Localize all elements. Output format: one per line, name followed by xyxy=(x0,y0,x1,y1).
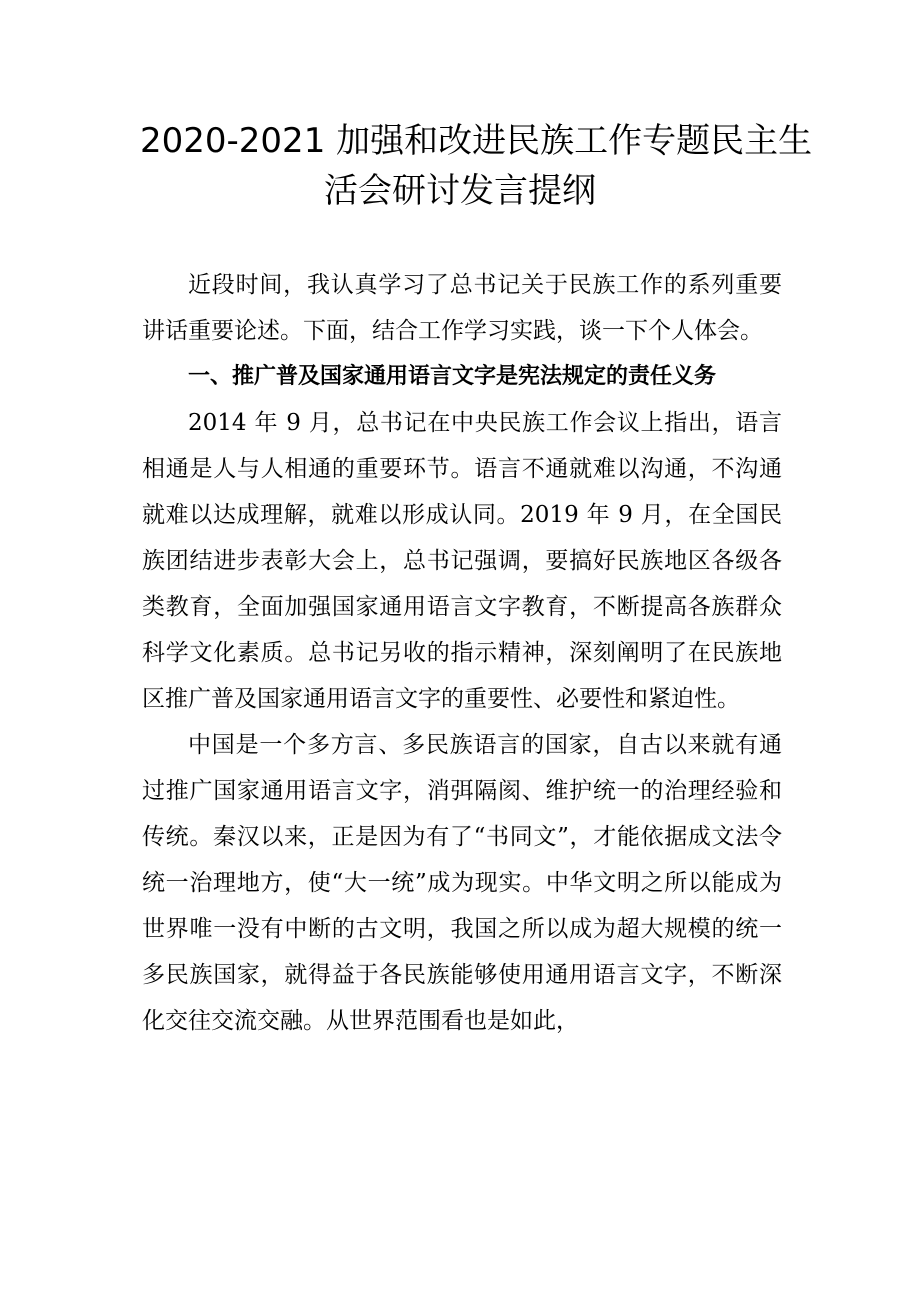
paragraph-2-text-b: 的指示精神，深刻阐明了在民族地区推广普及国家通用语言文字的重要性、必要性和紧迫性。 xyxy=(142,640,783,712)
document-title xyxy=(140,116,813,216)
title-line-2: 活会研讨发言提纲 xyxy=(324,171,596,211)
paragraph-2-highlight: 另收 xyxy=(379,640,427,666)
paragraph-2-text-a: 2014 年 9 月，总书记在中央民族工作会议上指出，语言相通是人与人相通的重要环节。语言不通就难以沟通，不沟通就难以达成理解，就难以形成认同。2019 年 9 月，在全国民族团结进步表彰大会上，总书记强调，要搞好民族地区各级各类教育，全面加强国家通用语言文字教育，不断提高各族群众科学文化素质。总书记 xyxy=(142,410,782,666)
title-line-1: 2020-2021 加强和改进民族工作专题民主生 xyxy=(140,121,813,161)
paragraph-2 xyxy=(142,400,782,722)
paragraph-3: 中国是一个多方言、多民族语言的国家，自古以来就有通过推广国家通用语言文字，消弭隔阂、维护统一的治理经验和传统。秦汉以来，正是因为有了“书同文”，才能依据成文法令统一治理地方，使“大一统”成为现实。中华文明之所以能成为世界唯一没有中断的古文明，我国之所以成为超大规模的统一多民族国家，就得益于各民族能够使用通用语言文字，不断深化交往交流交融。从世界范围看也是如此， xyxy=(142,732,782,1034)
document-body xyxy=(142,262,782,1044)
section-heading-1: 一、推广普及国家通用语言文字是宪法规定的责任义务 xyxy=(188,364,717,389)
paragraph-intro: 近段时间，我认真学习了总书记关于民族工作的系列重要讲话重要论述。下面，结合工作学习实践，谈一下个人体会。 xyxy=(142,272,782,344)
